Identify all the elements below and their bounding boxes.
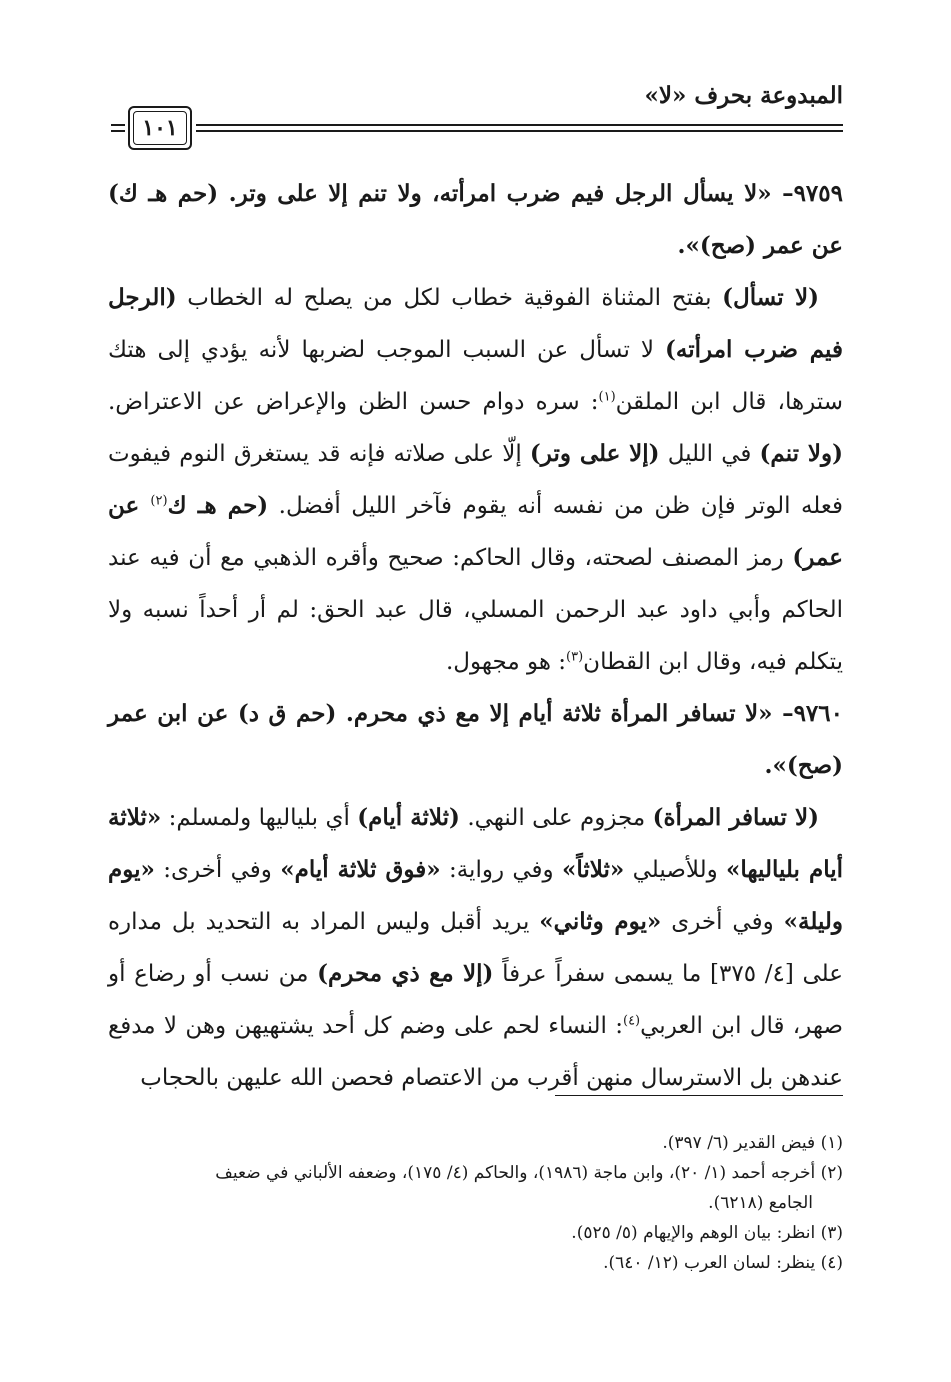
hadith-9760	[108, 688, 843, 792]
commentary-text: إلّا على صلاته فإنه قد يستغرق النوم فيفوت فعله الوتر فإن ظن من نفسه أنه يقوم فآخر الليل أفضل.	[108, 441, 843, 519]
commentary-text: مجزوم على النهي.	[459, 805, 653, 831]
commentary-term: (الرجل فيم ضرب امرأته)	[108, 284, 843, 363]
commentary-text: وفي أخرى	[661, 909, 784, 935]
commentary-term: «فوق ثلاثة أيام»	[280, 856, 441, 883]
footnote-ref-3[interactable]: (٣)	[566, 649, 584, 665]
commentary-term: «يوم وليلة»	[108, 856, 844, 935]
header-rule-left-bottom	[111, 130, 125, 132]
commentary-text: يريد أقبل وليس المراد به التحديد بل مداره على [٤/ ٣٧٥] ما يسمى سفراً عرفاً	[108, 909, 844, 987]
commentary-term: (لا تسأل)	[722, 284, 820, 311]
footnote-2-continued: الجامع (٦٢١٨).	[708, 1193, 813, 1213]
commentary-text: : النساء لحم على وضم كل أحد يشتهيهن وهن لا مدفع عندهن بل الاسترسال منهن أقرب من الاعتصام فحصن الله عليهن بالحجاب	[108, 1013, 843, 1091]
hadith-9759	[108, 168, 843, 272]
hadith-text: – «لا تسافر المرأة ثلاثة أيام إلا مع ذي محرم. (حم ق د) عن ابن عمر (صح)».	[108, 700, 843, 779]
commentary-text: وفي أخرى:	[154, 857, 281, 883]
footnote-4: (٤) ينظر: لسان العرب (١٢/ ٦٤٠).	[603, 1253, 843, 1273]
commentary-text: وفي رواية:	[440, 857, 562, 883]
main-text	[108, 168, 843, 1104]
commentary-text: أي بلياليها ولمسلم:	[161, 805, 358, 831]
header-rule-left-top	[111, 124, 125, 126]
commentary-text: : هو مجهول.	[445, 649, 567, 675]
page-number-frame	[128, 106, 192, 150]
header-rule-bottom	[196, 130, 843, 132]
commentary-text: رمز المصنف لصحته، وقال الحاكم: صحيح وأقره الذهبي مع أن فيه عند الحاكم وأبي داود عبد الرحمن المسلي، قال عبد الحق: لم أر أحداً نسبه ولا يتكلم فيه، وقال ابن القطان	[108, 545, 843, 675]
commentary-9759	[108, 272, 843, 688]
commentary-text: في الليل	[659, 441, 760, 467]
running-title: المبدوعة بحرف «لا»	[644, 82, 843, 109]
footnotes	[108, 1128, 843, 1278]
commentary-term: (ثلاثة أيام)	[357, 804, 460, 831]
commentary-term: (إلا مع ذي محرم)	[317, 960, 494, 987]
commentary-term: (لا تسافر المرأة)	[652, 804, 820, 831]
hadith-text: – «لا يسأل الرجل فيم ضرب امرأته، ولا تنم إلا على وتر. (حم هـ ك) عن عمر (صح)».	[108, 180, 843, 259]
footnote-2: (٢) أخرجه أحمد (١/ ٢٠)، وابن ماجة (١٩٨٦)، والحاكم (٤/ ١٧٥)، وضعفه الألباني في ضعيف	[215, 1163, 843, 1183]
commentary-term: «ثلاثاً»	[561, 856, 625, 883]
footnote-3: (٣) انظر: بيان الوهم والإيهام (٥/ ٥٢٥).	[571, 1223, 843, 1243]
hadith-number: ٩٧٦٠	[793, 700, 843, 727]
commentary-term: «يوم وثاني»	[539, 908, 662, 935]
commentary-term: عن عمر)	[108, 492, 843, 571]
commentary-term: (إلا على وتر)	[529, 440, 660, 467]
commentary-text: لا تسأل عن السبب الموجب لضربها لأنه يؤدي إلى هتك سترها، قال ابن الملقن	[108, 337, 843, 415]
commentary-term: (حم هـ ك	[167, 492, 269, 519]
hadith-number: ٩٧٥٩	[793, 180, 843, 207]
footnote-ref-2[interactable]: (٢)	[150, 493, 168, 509]
footnote-ref-1[interactable]: (١)	[598, 389, 616, 405]
footnote-1: (١) فيض القدير (٦/ ٣٩٧).	[662, 1133, 843, 1153]
commentary-9760	[108, 792, 843, 1104]
commentary-term: «ثلاثة أيام بلياليها»	[108, 804, 843, 883]
commentary-text: وللأصيلي	[624, 857, 727, 883]
commentary-text: : سره دوام حسن الظن والإعراض عن الاعتراض.	[108, 389, 599, 415]
commentary-text: بفتح المثناة الفوقية خطاب لكل من يصلح له الخطاب	[176, 285, 723, 311]
commentary-text: من نسب أو رضاع أو صهر، قال ابن العربي	[108, 961, 844, 1039]
page-number: ١٠١	[142, 115, 178, 141]
footnote-ref-4[interactable]: (٤)	[622, 1013, 641, 1029]
header-rule-top	[196, 124, 843, 126]
commentary-term: (ولا تنم)	[759, 440, 843, 467]
footnote-separator	[555, 1095, 843, 1096]
